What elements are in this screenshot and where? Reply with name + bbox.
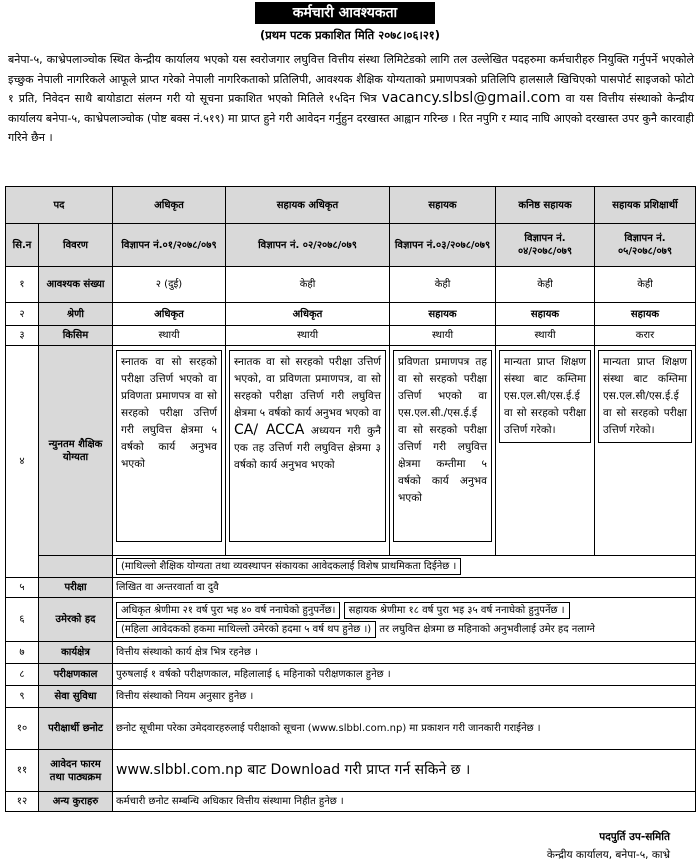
row-label: न्युनतम शैक्षिक योग्यता — [39, 346, 113, 556]
education-text-box — [229, 350, 386, 542]
table-row — [6, 303, 696, 326]
post-name: कनिष्ठ सहायक — [496, 187, 595, 224]
row-label: उमेरको हद — [39, 598, 113, 642]
table-row — [6, 686, 696, 708]
post-name: अधिकृत — [113, 187, 226, 224]
table-row — [6, 578, 696, 598]
ca-acca-text: CA/ ACCA — [234, 422, 305, 438]
email-address[interactable]: vacancy.slbsl@gmail.com — [381, 90, 561, 107]
row-label: परीक्षणकाल — [39, 664, 113, 686]
row-value: केही — [595, 267, 696, 303]
intro-text-2: वा यस वित्तीय संस्थाको केन्द्रीय कार्यालय बनेपा-५, काभ्रेपलाञ्चोक (पोष्ट बक्स नं.५१९) मा प्राप्त हुने गरी आवेदन गर्नुहुन दरखास्त आह्वान गरिन्छ । रित नपुगि र म्याद नाघि आएको दरखास्त उपर कुनै कारवाही गरिने छैन । — [8, 92, 694, 145]
row-value: स्थायी — [113, 326, 226, 346]
row-label: कार्यक्षेत्र — [39, 642, 113, 664]
row-sn: ४ — [6, 346, 39, 578]
vacancy-table — [5, 186, 696, 812]
table-row — [6, 326, 696, 346]
row-sn: ३ — [6, 326, 39, 346]
row-value: सहायक — [390, 303, 496, 326]
row-value: वित्तीय संस्थाको कार्य क्षेत्र भित्र रहनेछ । — [113, 642, 696, 664]
education-text: स्नातक वा सो सरहको परीक्षा उत्तिर्ण भएको, वा प्रविणता प्रमाणपत्र, वा सो सरहको परीक्षा उत्तिर्ण गरी लघुवित्त क्षेत्रमा ५ वर्षको कार्य अनुभव भएको वा — [234, 356, 381, 419]
row-value: केही — [226, 267, 390, 303]
row-value: सहायक — [595, 303, 696, 326]
table-row — [6, 346, 696, 556]
education-cell — [390, 346, 496, 556]
education-note — [113, 556, 696, 578]
table-row — [6, 664, 696, 686]
row-value: छनोट सूचीमा परेका उमेदवारहरुलाई परीक्षाको सूचना (www.slbbl.com.np) मा प्रकाशन गरी जानकारी गराईनेछ । — [113, 708, 696, 750]
row-value: www.slbbl.com.np बाट Download गरी प्राप्त गर्न सकिने छ । — [113, 750, 696, 792]
row-sn: ५ — [6, 578, 39, 598]
row-value: स्थायी — [390, 326, 496, 346]
age-limit-cell — [113, 598, 696, 642]
ad-number: विज्ञापन नं.०३/२०७८/०७९ — [390, 224, 496, 267]
age-limit-women: (महिला आवेदकको हकमा माथिल्लो उमेरको हदमा ५ वर्ष थप हुनेछ ।) — [116, 621, 376, 638]
row-label: किसिम — [39, 326, 113, 346]
row-label: सेवा सुविधा — [39, 686, 113, 708]
row-sn: ६ — [6, 598, 39, 642]
table-row — [6, 556, 696, 578]
row-label: परीक्षार्थी छनोट — [39, 708, 113, 750]
intro-paragraph — [8, 50, 694, 148]
education-text: स्नातक वा सो सरहको परीक्षा उत्तिर्ण भएको वा प्रविणता प्रमाणपत्र वा सो सरहको परीक्षा उत्तिर्ण गरी लघुवित्त क्षेत्रमा ५ वर्षको कार्य अनुभव भएको — [116, 350, 222, 542]
post-label: पद — [6, 187, 113, 224]
row-value: स्थायी — [226, 326, 390, 346]
age-limit-officer: अधिकृत श्रेणीमा २१ वर्ष पुरा भइ ४० वर्ष ननाघेको हुनुपर्नेछ। — [116, 602, 340, 619]
age-limit-assistant: सहायक श्रेणीमा १८ वर्ष पुरा भइ ३५ वर्ष ननाघेको हुनुपर्नेछ । — [344, 602, 570, 619]
education-cell — [226, 346, 390, 556]
ad-number: विज्ञापन नं. ०५/२०७८/०७९ — [595, 224, 696, 267]
sn-label: सि.न — [6, 224, 39, 267]
office-address: केन्द्रीय कार्यालय, बनेपा-५, काभ्रे — [546, 849, 670, 861]
row-label: अन्य कुराहरु — [39, 792, 113, 812]
row-label: परीक्षा — [39, 578, 113, 598]
table-row — [6, 267, 696, 303]
row-label: श्रेणी — [39, 303, 113, 326]
row-sn: १ — [6, 267, 39, 303]
education-cell — [113, 346, 226, 556]
row-sn: १२ — [6, 792, 39, 812]
post-header-row — [6, 187, 696, 224]
education-text: मान्यता प्राप्त शिक्षण संस्था बाट कम्तिमा एस.एल.सी/एस.ई.ई वा सो सरहको परीक्षा उत्तिर्ण गरेको। — [598, 350, 692, 443]
row-label: आवश्यक संख्या — [39, 267, 113, 303]
post-name: सहायक — [390, 187, 496, 224]
age-limit-experience: तर लघुवित्त क्षेत्रमा छ महिनाको अनुभवीलाई उमेर हद नलाग्ने — [379, 623, 595, 635]
ad-number: विज्ञापन नं. ०४/२०७८/०७९ — [496, 224, 595, 267]
intro-text: बनेपा-५, काभ्रेपलाञ्चोक स्थित केन्द्रीय कार्यालय भएको यस स्वरोजगार लघुवित्त वित्तीय संस्था लिमिटेडको लागि तल उल्लेखित पदहरुमा कर्मचारीहरु नियुक्ति गर्नुपर्ने भएकोले इच्छुक नेपाली नागरिकले आफूले प्राप्त गरेको नेपाली नागरिकताको प्रतिलिपी, आवश्यक शैक्षिक योग्यताको प्रमाणपत्रको प्रतिलिपि हालसालै खिचिएको पासपोर्ट साइजको फोटो १ प्रति, निवेदन साथै बायोडाटा संलग्न गरी यो सूचना प्रकाशित भएको मितिले १५दिन भित्र — [8, 53, 694, 106]
notice-subtitle: (प्रथम पटक प्रकाशित मिति २०७८।०६।२१) — [259, 28, 441, 42]
row-sn: ११ — [6, 750, 39, 792]
row-sn: २ — [6, 303, 39, 326]
row-value: लिखित वा अन्तरवार्ता वा दुवै — [113, 578, 696, 598]
education-text: प्रविणता प्रमाणपत्र तह वा सो सरहको परीक्षा उत्तिर्ण भएको वा एस.एल.सी./एस.ई.ई वा सो सरहको परीक्षा उत्तिर्ण गरी लघुवित्त क्षेत्रमा कम्तीमा ५ वर्षको कार्य अनुभव भएको — [393, 350, 492, 542]
row-value: करार — [595, 326, 696, 346]
post-name: सहायक प्रशिक्षार्थी — [595, 187, 696, 224]
row-label: आवेदन फारम तथा पाठ्यक्रम — [39, 750, 113, 792]
row-value: कर्मचारी छनोट सम्बन्धि अधिकार वित्तीय संस्थामा निहीत हुनेछ । — [113, 792, 696, 812]
row-value: पुरुषलाई १ वर्षको परीक्षणकाल, महिलालाई ६ महिनाको परीक्षणकाल हुनेछ । — [113, 664, 696, 686]
row-value: अधिकृत — [226, 303, 390, 326]
education-cell — [496, 346, 595, 556]
row-sn: ८ — [6, 664, 39, 686]
row-sn: १० — [6, 708, 39, 750]
row-value: अधिकृत — [113, 303, 226, 326]
desc-label: विवरण — [39, 224, 113, 267]
ad-number: विज्ञापन नं.०१/२०७८/०७९ — [113, 224, 226, 267]
row-value: स्थायी — [496, 326, 595, 346]
row-value: केही — [496, 267, 595, 303]
post-name: सहायक अधिकृत — [226, 187, 390, 224]
table-row — [6, 708, 696, 750]
education-text-tail: अध्ययन गरी कुनै एक तह उत्तिर्ण गरी लघुवित्त क्षेत्रमा ३ वर्षको कार्य अनुभव भएको — [234, 425, 381, 471]
row-sn: ७ — [6, 642, 39, 664]
ad-number-row — [6, 224, 696, 267]
education-cell — [595, 346, 696, 556]
table-row — [6, 750, 696, 792]
table-row — [6, 598, 696, 642]
committee-name: पदपुर्ति उप-समिति — [599, 831, 670, 843]
row-value: केही — [390, 267, 496, 303]
ad-number: विज्ञापन नं. ०२/२०७८/०७९ — [226, 224, 390, 267]
row-value: वित्तीय संस्थाको नियम अनुसार हुनेछ । — [113, 686, 696, 708]
row-value: सहायक — [496, 303, 595, 326]
row-sn: ९ — [6, 686, 39, 708]
education-text: मान्यता प्राप्त शिक्षण संस्था बाट कम्तिमा एस.एल.सी/एस.ई.ई वा सो सरहको परीक्षा उत्तिर्ण गरेको। — [499, 350, 591, 443]
notice-title: कर्मचारी आवश्यकता — [255, 2, 435, 24]
education-note-text: (माथिल्लो शैक्षिक योग्यता तथा व्यवस्थापन संकायका आवेदकलाई विशेष प्राथमिकता दिईनेछ । — [116, 558, 461, 575]
table-row — [6, 792, 696, 812]
table-row — [6, 642, 696, 664]
row-value: २ (दुई) — [113, 267, 226, 303]
